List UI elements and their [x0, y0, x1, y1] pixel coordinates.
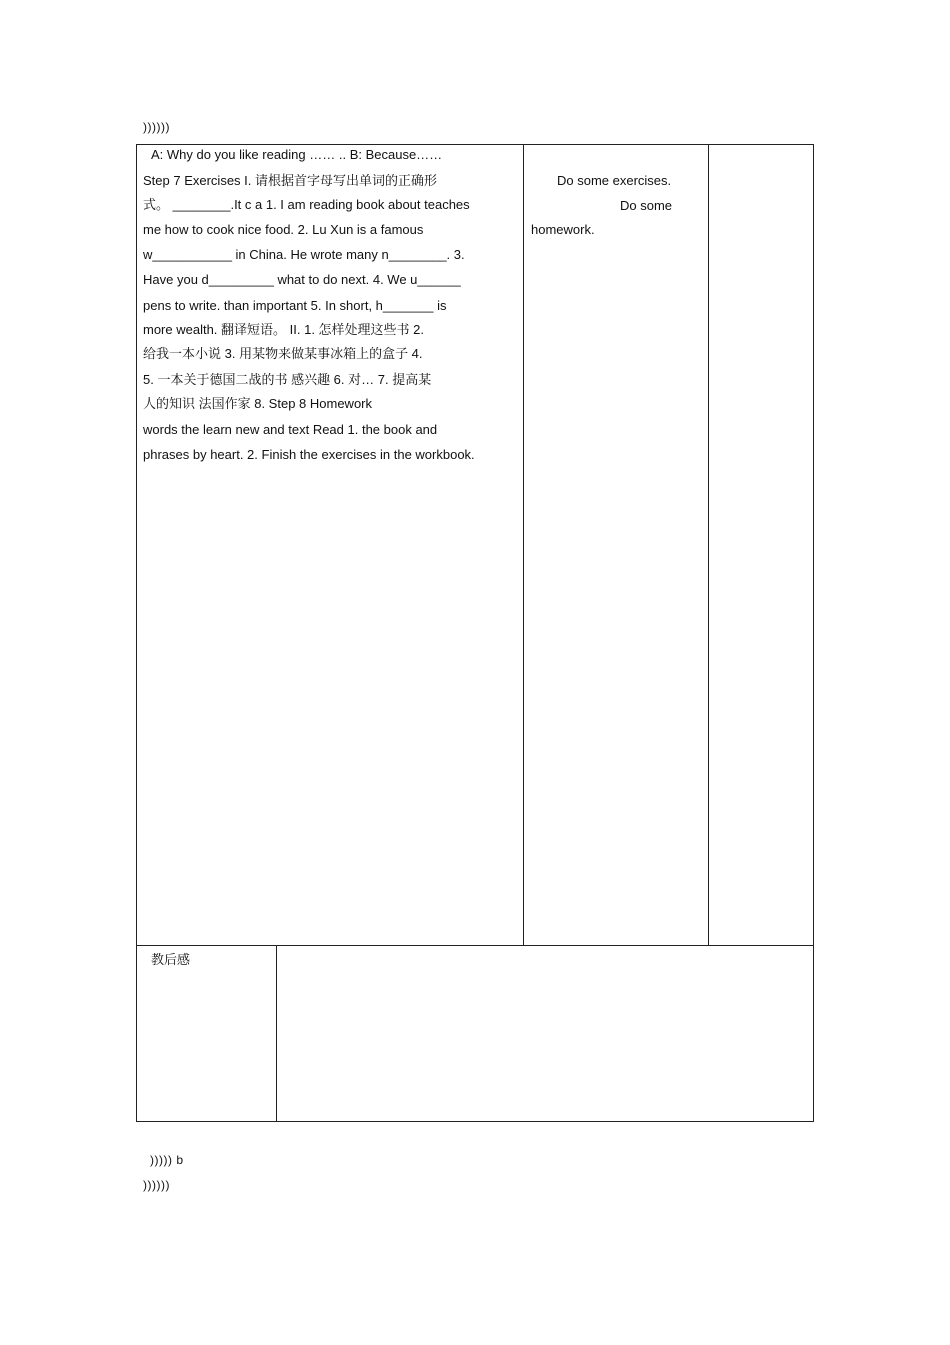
lesson-line-11: 人的知识 法国作家 8. Step 8 Homework [143, 396, 372, 411]
table-right-border [813, 144, 814, 1122]
lesson-line-7: pens to write. than important 5. In short, h_______ is [143, 298, 447, 313]
lesson-line-8: more wealth. 翻译短语。 II. 1. 怎样处理这些书 2. [143, 322, 424, 337]
lesson-line-10: 5. 一本关于德国二战的书 感兴趣 6. 对… 7. 提高某 [143, 372, 432, 387]
footer-marks-1: ))))) b [150, 1153, 184, 1167]
column-divider-2 [708, 144, 709, 946]
reflection-divider [276, 945, 277, 1122]
lesson-line-13: phrases by heart. 2. Finish the exercises in the workbook. [143, 447, 475, 462]
activity-line-2: Do some [620, 198, 673, 213]
table-row-divider [136, 945, 814, 946]
activity-line-1: Do some exercises. [557, 173, 672, 188]
lesson-line-12: words the learn new and text Read 1. the book and [143, 422, 438, 437]
reflection-label: 教后感 [151, 952, 191, 967]
lesson-line-4: me how to cook nice food. 2. Lu Xun is a famous [143, 222, 424, 237]
column-divider-1 [523, 144, 524, 946]
table-bottom-border [136, 1121, 814, 1122]
lesson-line-9: 给我一本小说 3. 用某物来做某事冰箱上的盒子 4. [143, 346, 423, 361]
lesson-line-5: w___________ in China. He wrote many n________. 3. [143, 247, 465, 262]
table-top-border [136, 144, 814, 145]
lesson-line-6: Have you d_________ what to do next. 4. We u______ [143, 272, 461, 287]
lesson-line-2: Step 7 Exercises I. 请根据首字母写出单词的正确形 [143, 173, 437, 188]
footer-marks-2: )))))) [143, 1178, 170, 1192]
header-marks: )))))) [143, 120, 170, 134]
activity-line-3: homework. [531, 222, 595, 237]
table-left-border [136, 144, 137, 1122]
lesson-line-1: A: Why do you like reading …… .. B: Because…… [151, 147, 443, 162]
lesson-line-3: 式。 ________.It c a 1. I am reading book about teaches [143, 197, 470, 212]
